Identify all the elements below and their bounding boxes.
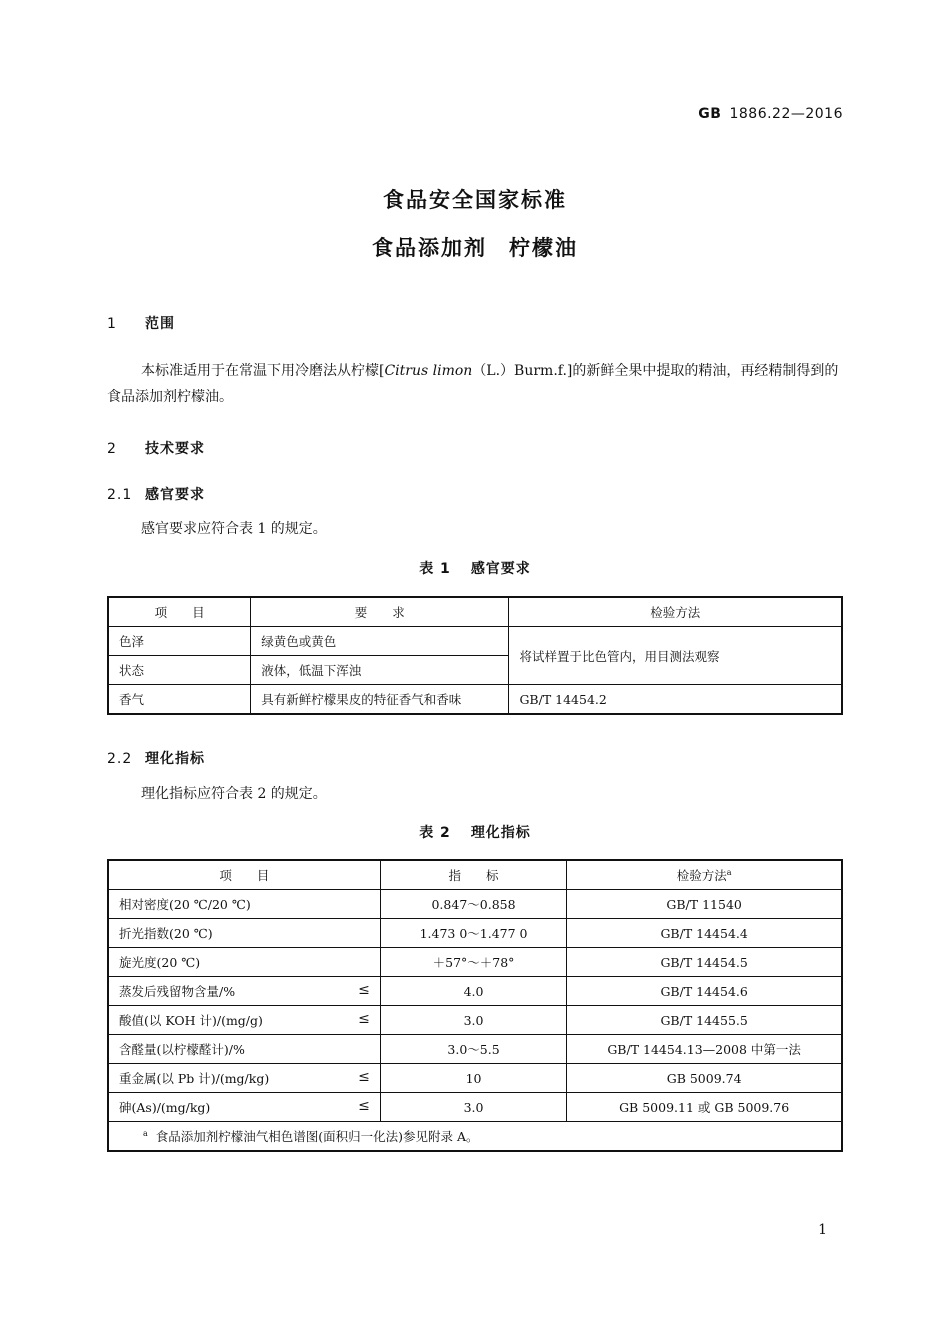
section-heading-2-1: 2.1 感官要求 [107,487,205,503]
table-row: ≤ 砷(As)/(mg/kg) 3.0 GB 5009.11 或 GB 5009.76 [108,1093,842,1122]
subtitle-part-1: 食品添加剂 [372,236,487,260]
less-equal-sign: ≤ [358,1098,370,1114]
latin-name: Citrus limon [384,363,473,379]
document-title: 食品安全国家标准 [383,188,567,212]
table-row: 相对密度(20 ℃/20 ℃) 0.847～0.858 GB/T 11540 [108,890,842,919]
header-method: 检验方法 [509,597,842,627]
table-row: 香气 具有新鲜柠檬果皮的特征香气和香味 GB/T 14454.2 [108,685,842,715]
section-heading-1 [107,313,175,333]
standard-prefix: GB [698,106,722,122]
scope-paragraph: 本标准适用于在常温下用冷磨法从柠檬[Citrus limon（L.）Burm.f.]的新鲜全果中提取的精油，再经精制得到的食品添加剂柠檬油。 [107,363,839,405]
table-row: ≤ 酸值(以 KOH 计)/(mg/g) 3.0 GB/T 14455.5 [108,1006,842,1035]
table-1-caption: 表 1 感官要求 [419,561,531,577]
header-item: 项 目 [108,597,251,627]
less-equal-sign: ≤ [358,1069,370,1085]
table-header-row [108,597,842,627]
table-row: 状态 液体，低温下浑浊 [108,656,842,685]
table-row: ≤ 蒸发后残留物含量/% 4.0 GB/T 14454.6 [108,977,842,1006]
table-row: ≤ 重金属(以 Pb 计)/(mg/kg) 10 GB 5009.74 [108,1064,842,1093]
section-heading-2: 2 技术要求 [107,441,205,457]
section-heading-2-2: 2.2 理化指标 [107,751,205,767]
less-equal-sign: ≤ [358,1011,370,1027]
table-row: 折光指数(20 ℃) 1.473 0～1.477 0 GB/T 14454.4 [108,919,842,948]
table-row: 旋光度(20 ℃) ＋57°～＋78° GB/T 14454.5 [108,948,842,977]
physchem-table [107,859,843,1152]
standard-number: 1886.22—2016 [729,106,843,122]
section-title: 范围 [145,316,175,332]
less-equal-sign: ≤ [358,982,370,998]
footnote-text: 食品添加剂柠檬油气相色谱图(面积归一化法)参见附录 A。 [155,1129,479,1144]
physchem-paragraph: 理化指标应符合表 2 的规定。 [141,786,327,802]
table-row: 色泽 绿黄色或黄色 将试样置于比色管内，用目测法观察 [108,627,842,656]
sensory-table [107,596,843,715]
subtitle-part-2: 柠檬油 [509,236,578,260]
table-row: 含醛量(以柠檬醛计)/% 3.0～5.5 GB/T 14454.13—2008 中第一法 [108,1035,842,1064]
standard-code [698,106,843,122]
sensory-paragraph: 感官要求应符合表 1 的规定。 [141,521,327,537]
table-2-body [108,890,842,1122]
section-number: 1 [107,316,117,332]
table-2-caption: 表 2 理化指标 [419,825,531,841]
table-header-row: 项 目 指 标 检验方法$^a$ [108,860,842,890]
header-requirement: 要 求 [251,597,509,627]
document-subtitle [0,232,950,262]
page-number: 1 [818,1222,827,1238]
footnote-row: $^a$ 食品添加剂柠檬油气相色谱图(面积归一化法)参见附录 A。 [108,1122,842,1152]
